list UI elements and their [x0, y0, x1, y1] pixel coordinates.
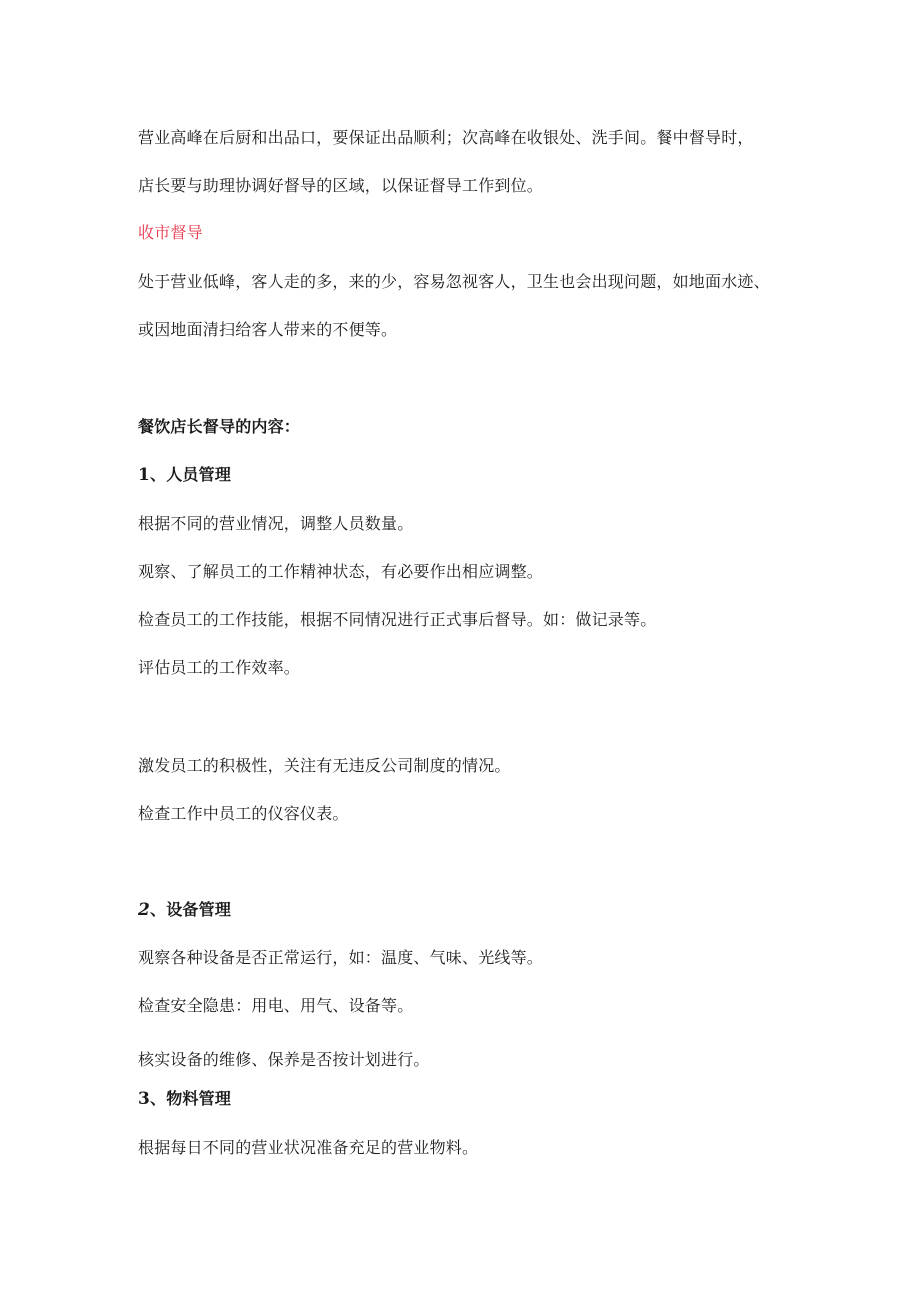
list-item: 检查工作中员工的仪容仪表。 [138, 804, 349, 823]
list-item: 根据不同的营业情况，调整人员数量。 [138, 514, 414, 533]
section-heading-personnel [138, 464, 231, 486]
section-number: 3 [138, 1089, 151, 1109]
section-title: 、物料管理 [150, 1089, 232, 1108]
section-number: 1 [138, 465, 151, 485]
list-item: 检查员工的工作技能，根据不同情况进行正式事后督导。如：做记录等。 [138, 610, 657, 629]
list-item: 观察各种设备是否正常运行，如：温度、气味、光线等。 [138, 948, 544, 967]
paragraph-peak-areas: 营业高峰在后厨和出品口，要保证出品顺利；次高峰在收银处、洗手间。餐中督导时， [138, 128, 754, 147]
section-heading-equipment [138, 899, 231, 921]
list-item: 观察、了解员工的工作精神状态，有必要作出相应调整。 [138, 562, 544, 581]
list-item: 评估员工的工作效率。 [138, 658, 301, 677]
closing-supervision-heading: 收市督导 [138, 223, 203, 242]
paragraph-coordination: 店长要与助理协调好督导的区域，以保证督导工作到位。 [138, 176, 544, 195]
list-item: 检查安全隐患：用电、用气、设备等。 [138, 996, 414, 1015]
list-item: 核实设备的维修、保养是否按计划进行。 [138, 1050, 430, 1069]
list-item: 激发员工的积极性，关注有无违反公司制度的情况。 [138, 756, 511, 775]
list-item: 根据每日不同的营业状况准备充足的营业物料。 [138, 1138, 479, 1157]
section-title: 、人员管理 [150, 465, 232, 484]
section-heading-materials [138, 1088, 231, 1110]
paragraph-low-peak: 处于营业低峰，客人走的多，来的少，容易忽视客人，卫生也会出现问题，如地面水迹、 [138, 272, 770, 291]
section-number: 2 [138, 900, 151, 920]
paragraph-inconvenience: 或因地面清扫给客人带来的不便等。 [138, 320, 398, 339]
section-title: 、设备管理 [150, 900, 232, 919]
content-title: 餐饮店长督导的内容： [138, 417, 301, 436]
